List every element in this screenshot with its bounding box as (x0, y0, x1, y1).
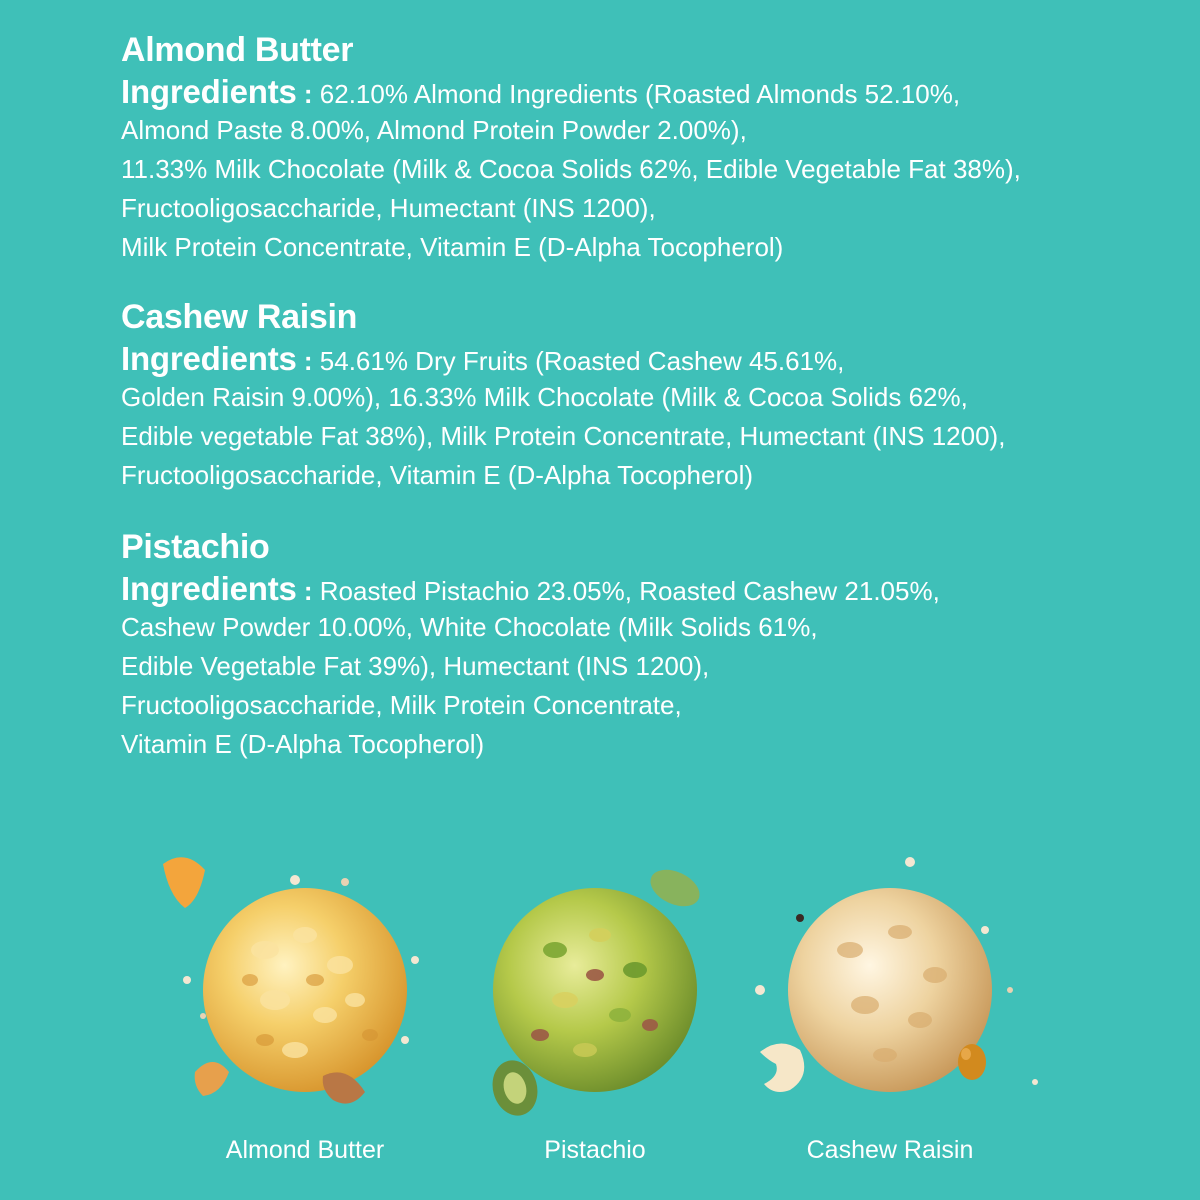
almond-piece-icon (323, 1072, 365, 1103)
crumb-icon (981, 926, 989, 934)
ingredients-line: Milk Protein Concentrate, Vitamin E (D-Alpha Tocopherol) (121, 232, 784, 262)
ingredients-label: Ingredients (121, 570, 297, 607)
ingredients-line: Fructooligosaccharide, Milk Protein Concentrate, (121, 690, 682, 720)
crumb-icon (401, 1036, 409, 1044)
crumb-icon (905, 857, 915, 867)
pistachio-section (121, 525, 1161, 764)
ingredients-label: Ingredients (121, 340, 297, 377)
ingredients-line: Ingredients : Roasted Pistachio 23.05%, Roasted Cashew 21.05%, (121, 570, 940, 607)
ingredients-line: Edible Vegetable Fat 39%), Humectant (INS 1200), (121, 651, 710, 681)
crumb-icon (796, 914, 804, 922)
ingredients-line: Edible vegetable Fat 38%), Milk Protein Concentrate, Humectant (INS 1200), (121, 421, 1006, 451)
section-title: Cashew Raisin (121, 298, 358, 336)
ingredients-text (121, 339, 1161, 495)
almond-piece-icon (195, 1062, 229, 1096)
ingredients-line: Almond Paste 8.00%, Almond Protein Powder 2.00%), (121, 115, 747, 145)
ingredients-line-text: 62.10% Almond Ingredients (Roasted Almonds 52.10%, (319, 79, 961, 109)
product-images-row (0, 840, 1200, 1200)
ingredients-line: Cashew Powder 10.00%, White Chocolate (Milk Solids 61%, (121, 612, 818, 642)
ingredients-text (121, 569, 1161, 764)
cashew-nut-icon (760, 1043, 804, 1092)
crumb-icon (183, 976, 191, 984)
product-caption: Almond Butter (225, 1136, 385, 1164)
ingredients-line: Fructooligosaccharide, Vitamin E (D-Alpha Tocopherol) (121, 460, 754, 490)
almond-slice-icon (163, 857, 205, 908)
ingredients-text (121, 72, 1161, 267)
ingredients-line: Ingredients : 54.61% Dry Fruits (Roasted Cashew 45.61%, (121, 340, 845, 377)
ingredients-line-text: Roasted Pistachio 23.05%, Roasted Cashew 21.05%, (319, 576, 940, 606)
raisin-icon (958, 1044, 986, 1080)
ingredients-line: 11.33% Milk Chocolate (Milk & Cocoa Solids 62%, Edible Vegetable Fat 38%), (121, 154, 1021, 184)
crumb-icon (290, 875, 300, 885)
almond-butter-ball-image (155, 840, 455, 1130)
ingredients-line: Fructooligosaccharide, Humectant (INS 1200), (121, 193, 656, 223)
ingredients-panel (121, 28, 1161, 792)
crumb-icon (755, 985, 765, 995)
pistachio-nut-icon (645, 863, 706, 914)
cashew-raisin-ball-image (740, 840, 1040, 1130)
pistachio-ball (493, 888, 697, 1092)
cashew-raisin-product (740, 840, 1040, 1200)
product-caption: Pistachio (544, 1136, 646, 1164)
ingredients-label: Ingredients (121, 73, 297, 110)
crumb-icon (1007, 987, 1013, 993)
crumb-icon (200, 1013, 206, 1019)
crumb-icon (1032, 1079, 1038, 1085)
crumb-icon (341, 878, 349, 886)
cashew-raisin-section (121, 295, 1161, 495)
pistachio-product (445, 840, 745, 1200)
crumb-icon (411, 956, 419, 964)
almond-butter-section (121, 28, 1161, 267)
ingredients-line: Ingredients : 62.10% Almond Ingredients (Roasted Almonds 52.10%, (121, 73, 961, 110)
ingredients-line-text: 54.61% Dry Fruits (Roasted Cashew 45.61%, (319, 346, 845, 376)
almond-butter-ball (203, 888, 407, 1092)
pistachio-ball-image (445, 840, 745, 1130)
section-title: Almond Butter (121, 31, 354, 69)
product-caption: Cashew Raisin (806, 1136, 974, 1164)
ingredients-line: Vitamin E (D-Alpha Tocopherol) (121, 729, 485, 759)
ingredients-line: Golden Raisin 9.00%), 16.33% Milk Chocolate (Milk & Cocoa Solids 62%, (121, 382, 968, 412)
almond-butter-product (155, 840, 455, 1200)
section-title: Pistachio (121, 528, 270, 566)
